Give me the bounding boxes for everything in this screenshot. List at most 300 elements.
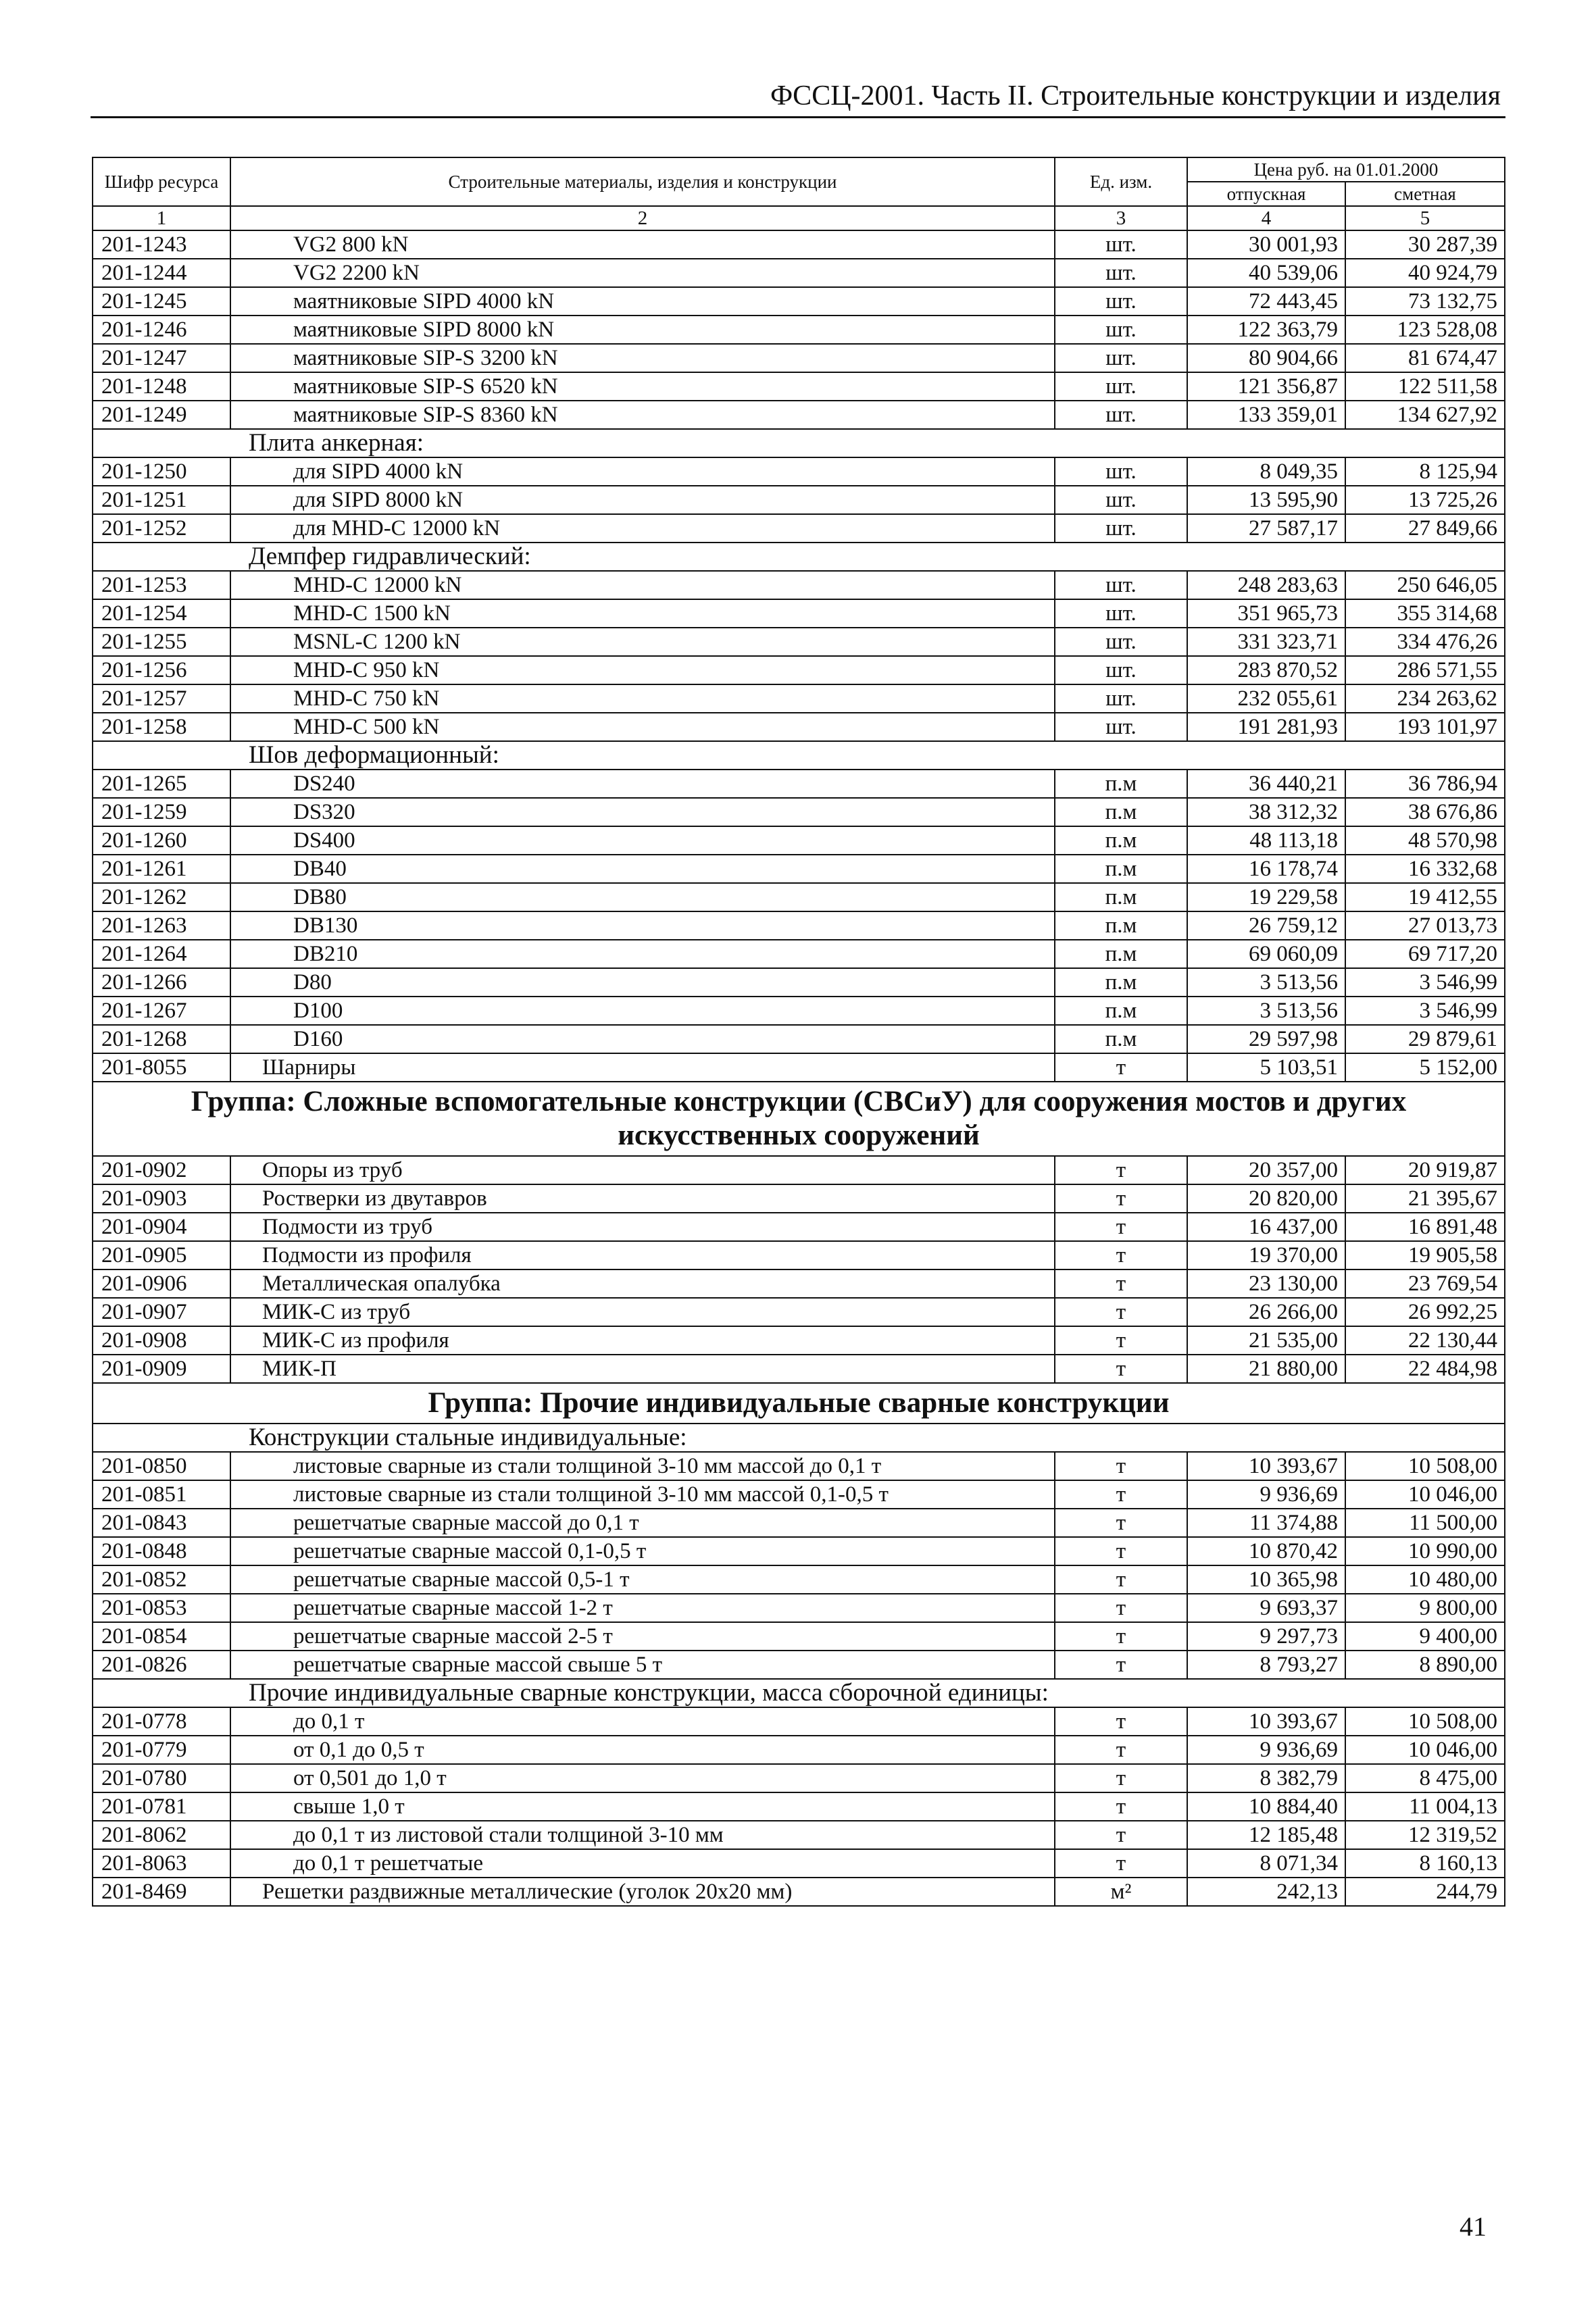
item-name: для SIPD 8000 kN	[230, 486, 1055, 514]
unit-of-measure: п.м	[1055, 855, 1187, 883]
estimate-price: 48 570,98	[1345, 826, 1505, 855]
release-price: 351 965,73	[1187, 599, 1345, 628]
unit-of-measure: т	[1055, 1707, 1187, 1736]
group-heading-row	[93, 1383, 1505, 1424]
page-header-title: ФССЦ-2001. Часть II. Строительные конструкции и изделия	[770, 80, 1501, 111]
estimate-price: 81 674,47	[1345, 344, 1505, 372]
release-price: 121 356,87	[1187, 372, 1345, 401]
release-price: 10 393,67	[1187, 1707, 1345, 1736]
estimate-price: 8 890,00	[1345, 1651, 1505, 1679]
table-row	[93, 1213, 1505, 1241]
release-price: 26 266,00	[1187, 1298, 1345, 1326]
release-price: 283 870,52	[1187, 656, 1345, 684]
item-name: решетчатые сварные массой свыше 5 т	[230, 1651, 1055, 1679]
estimate-price: 10 480,00	[1345, 1565, 1505, 1594]
unit-of-measure: шт.	[1055, 571, 1187, 599]
estimate-price: 234 263,62	[1345, 684, 1505, 713]
estimate-price: 23 769,54	[1345, 1269, 1505, 1298]
release-price: 8 382,79	[1187, 1764, 1345, 1792]
item-name: MHD-C 950 kN	[230, 656, 1055, 684]
table-row	[93, 1849, 1505, 1878]
resource-code: 201-1253	[93, 571, 230, 599]
estimate-price: 10 046,00	[1345, 1736, 1505, 1764]
table-row	[93, 1594, 1505, 1622]
subsection-label: Плита анкерная:	[93, 429, 1505, 457]
release-price: 9 936,69	[1187, 1480, 1345, 1509]
release-price: 20 357,00	[1187, 1156, 1345, 1184]
estimate-price: 40 924,79	[1345, 259, 1505, 287]
header-price: Цена руб. на 01.01.2000	[1187, 157, 1505, 182]
resource-code: 201-1251	[93, 486, 230, 514]
release-price: 23 130,00	[1187, 1269, 1345, 1298]
resource-code: 201-1262	[93, 883, 230, 911]
item-name: DS320	[230, 798, 1055, 826]
unit-of-measure: шт.	[1055, 599, 1187, 628]
item-name: для MHD-C 12000 kN	[230, 514, 1055, 543]
resource-code: 201-1254	[93, 599, 230, 628]
table-row	[93, 1537, 1505, 1565]
resource-code: 201-1255	[93, 628, 230, 656]
resource-code: 201-1247	[93, 344, 230, 372]
resource-code: 201-0904	[93, 1213, 230, 1241]
unit-of-measure: шт.	[1055, 713, 1187, 741]
table-row	[93, 1452, 1505, 1480]
table-row	[93, 1241, 1505, 1269]
estimate-price: 8 125,94	[1345, 457, 1505, 486]
unit-of-measure: т	[1055, 1480, 1187, 1509]
subsection-row	[93, 543, 1505, 571]
release-price: 10 884,40	[1187, 1792, 1345, 1821]
item-name: VG2 2200 kN	[230, 259, 1055, 287]
release-price: 19 370,00	[1187, 1241, 1345, 1269]
item-name: Опоры из труб	[230, 1156, 1055, 1184]
unit-of-measure: т	[1055, 1298, 1187, 1326]
release-price: 5 103,51	[1187, 1053, 1345, 1082]
estimate-price: 12 319,52	[1345, 1821, 1505, 1849]
unit-of-measure: шт.	[1055, 514, 1187, 543]
release-price: 36 440,21	[1187, 770, 1345, 798]
item-name: до 0,1 т из листовой стали толщиной 3-10 мм	[230, 1821, 1055, 1849]
estimate-price: 123 528,08	[1345, 316, 1505, 344]
item-name: Подмости из профиля	[230, 1241, 1055, 1269]
release-price: 9 297,73	[1187, 1622, 1345, 1651]
table-row	[93, 259, 1505, 287]
estimate-price: 22 130,44	[1345, 1326, 1505, 1355]
estimate-price: 10 508,00	[1345, 1452, 1505, 1480]
column-number: 3	[1055, 206, 1187, 230]
item-name: MSNL-C 1200 kN	[230, 628, 1055, 656]
release-price: 26 759,12	[1187, 911, 1345, 940]
table-row	[93, 1878, 1505, 1906]
estimate-price: 244,79	[1345, 1878, 1505, 1906]
subsection-label: Прочие индивидуальные сварные конструкции, масса сборочной единицы:	[93, 1679, 1505, 1707]
estimate-price: 9 400,00	[1345, 1622, 1505, 1651]
release-price: 248 283,63	[1187, 571, 1345, 599]
table-row	[93, 1736, 1505, 1764]
unit-of-measure: м²	[1055, 1878, 1187, 1906]
release-price: 8 793,27	[1187, 1651, 1345, 1679]
table-row	[93, 1565, 1505, 1594]
table-row	[93, 1053, 1505, 1082]
resource-code: 201-1265	[93, 770, 230, 798]
item-name: MHD-C 1500 kN	[230, 599, 1055, 628]
item-name: от 0,501 до 1,0 т	[230, 1764, 1055, 1792]
release-price: 40 539,06	[1187, 259, 1345, 287]
item-name: D100	[230, 997, 1055, 1025]
price-table	[92, 157, 1505, 1907]
release-price: 80 904,66	[1187, 344, 1345, 372]
item-name: до 0,1 т решетчатые	[230, 1849, 1055, 1878]
release-price: 16 437,00	[1187, 1213, 1345, 1241]
unit-of-measure: шт.	[1055, 344, 1187, 372]
subsection-row	[93, 1424, 1505, 1452]
resource-code: 201-8469	[93, 1878, 230, 1906]
table-row	[93, 316, 1505, 344]
release-price: 11 374,88	[1187, 1509, 1345, 1537]
item-name: MHD-C 500 kN	[230, 713, 1055, 741]
table-row	[93, 968, 1505, 997]
unit-of-measure: шт.	[1055, 259, 1187, 287]
resource-code: 201-0779	[93, 1736, 230, 1764]
table-row	[93, 1821, 1505, 1849]
item-name: маятниковые SIP-S 3200 kN	[230, 344, 1055, 372]
estimate-price: 8 160,13	[1345, 1849, 1505, 1878]
item-name: DB80	[230, 883, 1055, 911]
resource-code: 201-0848	[93, 1537, 230, 1565]
item-name: листовые сварные из стали толщиной 3-10 мм массой 0,1-0,5 т	[230, 1480, 1055, 1509]
item-name: Подмости из труб	[230, 1213, 1055, 1241]
unit-of-measure: т	[1055, 1537, 1187, 1565]
table-header-row	[93, 157, 1505, 182]
unit-of-measure: п.м	[1055, 798, 1187, 826]
subsection-label: Демпфер гидравлический:	[93, 543, 1505, 571]
resource-code: 201-1245	[93, 287, 230, 316]
item-name: DS400	[230, 826, 1055, 855]
release-price: 10 365,98	[1187, 1565, 1345, 1594]
item-name: Шарниры	[230, 1053, 1055, 1082]
estimate-price: 19 905,58	[1345, 1241, 1505, 1269]
release-price: 30 001,93	[1187, 230, 1345, 259]
resource-code: 201-0852	[93, 1565, 230, 1594]
estimate-price: 36 786,94	[1345, 770, 1505, 798]
table-row	[93, 344, 1505, 372]
estimate-price: 29 879,61	[1345, 1025, 1505, 1053]
unit-of-measure: шт.	[1055, 230, 1187, 259]
item-name: DB40	[230, 855, 1055, 883]
release-price: 9 693,37	[1187, 1594, 1345, 1622]
release-price: 10 393,67	[1187, 1452, 1345, 1480]
item-name: Решетки раздвижные металлические (уголок 20х20 мм)	[230, 1878, 1055, 1906]
resource-code: 201-1260	[93, 826, 230, 855]
estimate-price: 5 152,00	[1345, 1053, 1505, 1082]
estimate-price: 3 546,99	[1345, 997, 1505, 1025]
unit-of-measure: т	[1055, 1053, 1187, 1082]
resource-code: 201-0780	[93, 1764, 230, 1792]
item-name: решетчатые сварные массой 2-5 т	[230, 1622, 1055, 1651]
unit-of-measure: п.м	[1055, 997, 1187, 1025]
estimate-price: 9 800,00	[1345, 1594, 1505, 1622]
estimate-price: 22 484,98	[1345, 1355, 1505, 1383]
resource-code: 201-0907	[93, 1298, 230, 1326]
unit-of-measure: п.м	[1055, 911, 1187, 940]
column-number: 1	[93, 206, 230, 230]
unit-of-measure: т	[1055, 1651, 1187, 1679]
estimate-price: 193 101,97	[1345, 713, 1505, 741]
release-price: 8 049,35	[1187, 457, 1345, 486]
resource-code: 201-1256	[93, 656, 230, 684]
release-price: 10 870,42	[1187, 1537, 1345, 1565]
unit-of-measure: т	[1055, 1326, 1187, 1355]
release-price: 13 595,90	[1187, 486, 1345, 514]
table-row	[93, 372, 1505, 401]
unit-of-measure: т	[1055, 1792, 1187, 1821]
resource-code: 201-0781	[93, 1792, 230, 1821]
resource-code: 201-1252	[93, 514, 230, 543]
unit-of-measure: шт.	[1055, 656, 1187, 684]
item-name: VG2 800 kN	[230, 230, 1055, 259]
item-name: DB130	[230, 911, 1055, 940]
item-name: листовые сварные из стали толщиной 3-10 мм массой до 0,1 т	[230, 1452, 1055, 1480]
release-price: 331 323,71	[1187, 628, 1345, 656]
resource-code: 201-0853	[93, 1594, 230, 1622]
column-number: 4	[1187, 206, 1345, 230]
release-price: 12 185,48	[1187, 1821, 1345, 1849]
estimate-price: 19 412,55	[1345, 883, 1505, 911]
table-row	[93, 770, 1505, 798]
resource-code: 201-1264	[93, 940, 230, 968]
unit-of-measure: т	[1055, 1509, 1187, 1537]
unit-of-measure: шт.	[1055, 628, 1187, 656]
unit-of-measure: шт.	[1055, 401, 1187, 429]
estimate-price: 134 627,92	[1345, 401, 1505, 429]
resource-code: 201-8062	[93, 1821, 230, 1849]
item-name: маятниковые SIPD 4000 kN	[230, 287, 1055, 316]
group-heading: Группа: Прочие индивидуальные сварные конструкции	[93, 1383, 1505, 1424]
resource-code: 201-1268	[93, 1025, 230, 1053]
unit-of-measure: п.м	[1055, 883, 1187, 911]
release-price: 3 513,56	[1187, 968, 1345, 997]
unit-of-measure: т	[1055, 1184, 1187, 1213]
release-price: 27 587,17	[1187, 514, 1345, 543]
resource-code: 201-8063	[93, 1849, 230, 1878]
release-price: 20 820,00	[1187, 1184, 1345, 1213]
release-price: 133 359,01	[1187, 401, 1345, 429]
table-row	[93, 1764, 1505, 1792]
item-name: от 0,1 до 0,5 т	[230, 1736, 1055, 1764]
subsection-row	[93, 429, 1505, 457]
table-row	[93, 713, 1505, 741]
release-price: 242,13	[1187, 1878, 1345, 1906]
header-unit: Ед. изм.	[1055, 157, 1187, 206]
release-price: 16 178,74	[1187, 855, 1345, 883]
item-name: до 0,1 т	[230, 1707, 1055, 1736]
estimate-price: 73 132,75	[1345, 287, 1505, 316]
item-name: МИК-С из профиля	[230, 1326, 1055, 1355]
estimate-price: 122 511,58	[1345, 372, 1505, 401]
resource-code: 201-0843	[93, 1509, 230, 1537]
table-row	[93, 1707, 1505, 1736]
table-row	[93, 1326, 1505, 1355]
resource-code: 201-1246	[93, 316, 230, 344]
column-number: 2	[230, 206, 1055, 230]
release-price: 21 535,00	[1187, 1326, 1345, 1355]
resource-code: 201-1250	[93, 457, 230, 486]
header-estimate-price: сметная	[1345, 182, 1505, 206]
item-name: MHD-C 12000 kN	[230, 571, 1055, 599]
estimate-price: 38 676,86	[1345, 798, 1505, 826]
item-name: Металлическая опалубка	[230, 1269, 1055, 1298]
item-name: МИК-С из труб	[230, 1298, 1055, 1326]
resource-code: 201-1243	[93, 230, 230, 259]
resource-code: 201-0778	[93, 1707, 230, 1736]
estimate-price: 11 500,00	[1345, 1509, 1505, 1537]
estimate-price: 27 849,66	[1345, 514, 1505, 543]
resource-code: 201-1248	[93, 372, 230, 401]
item-name: маятниковые SIP-S 6520 kN	[230, 372, 1055, 401]
table-row	[93, 287, 1505, 316]
table-row	[93, 1184, 1505, 1213]
estimate-price: 10 508,00	[1345, 1707, 1505, 1736]
item-name: МИК-П	[230, 1355, 1055, 1383]
table-row	[93, 826, 1505, 855]
column-number: 5	[1345, 206, 1505, 230]
release-price: 9 936,69	[1187, 1736, 1345, 1764]
table-row	[93, 571, 1505, 599]
unit-of-measure: т	[1055, 1565, 1187, 1594]
unit-of-measure: т	[1055, 1269, 1187, 1298]
item-name: Ростверки из двутавров	[230, 1184, 1055, 1213]
estimate-price: 10 046,00	[1345, 1480, 1505, 1509]
unit-of-measure: т	[1055, 1594, 1187, 1622]
unit-of-measure: п.м	[1055, 770, 1187, 798]
release-price: 3 513,56	[1187, 997, 1345, 1025]
resource-code: 201-1244	[93, 259, 230, 287]
estimate-price: 250 646,05	[1345, 571, 1505, 599]
estimate-price: 334 476,26	[1345, 628, 1505, 656]
release-price: 29 597,98	[1187, 1025, 1345, 1053]
release-price: 232 055,61	[1187, 684, 1345, 713]
item-name: решетчатые сварные массой 1-2 т	[230, 1594, 1055, 1622]
table-row	[93, 230, 1505, 259]
unit-of-measure: т	[1055, 1849, 1187, 1878]
header-rule	[91, 116, 1505, 118]
estimate-price: 21 395,67	[1345, 1184, 1505, 1213]
resource-code: 201-1259	[93, 798, 230, 826]
release-price: 21 880,00	[1187, 1355, 1345, 1383]
item-name: решетчатые сварные массой до 0,1 т	[230, 1509, 1055, 1537]
table-row	[93, 940, 1505, 968]
item-name: свыше 1,0 т	[230, 1792, 1055, 1821]
release-price: 122 363,79	[1187, 316, 1345, 344]
item-name: DB210	[230, 940, 1055, 968]
item-name: MHD-C 750 kN	[230, 684, 1055, 713]
unit-of-measure: т	[1055, 1764, 1187, 1792]
table-row	[93, 1651, 1505, 1679]
page-number: 41	[1460, 2211, 1487, 2242]
unit-of-measure: т	[1055, 1821, 1187, 1849]
resource-code: 201-0902	[93, 1156, 230, 1184]
resource-code: 201-0854	[93, 1622, 230, 1651]
unit-of-measure: п.м	[1055, 968, 1187, 997]
subsection-row	[93, 741, 1505, 770]
unit-of-measure: т	[1055, 1156, 1187, 1184]
resource-code: 201-0826	[93, 1651, 230, 1679]
resource-code: 201-1249	[93, 401, 230, 429]
estimate-price: 3 546,99	[1345, 968, 1505, 997]
item-name: D160	[230, 1025, 1055, 1053]
table-row	[93, 1025, 1505, 1053]
table-row	[93, 1355, 1505, 1383]
resource-code: 201-0851	[93, 1480, 230, 1509]
table-row	[93, 1792, 1505, 1821]
resource-code: 201-1263	[93, 911, 230, 940]
item-name: D80	[230, 968, 1055, 997]
release-price: 19 229,58	[1187, 883, 1345, 911]
price-table-body	[93, 157, 1505, 1906]
estimate-price: 8 475,00	[1345, 1764, 1505, 1792]
unit-of-measure: п.м	[1055, 940, 1187, 968]
release-price: 8 071,34	[1187, 1849, 1345, 1878]
resource-code: 201-1258	[93, 713, 230, 741]
item-name: DS240	[230, 770, 1055, 798]
table-row	[93, 855, 1505, 883]
table-row	[93, 1269, 1505, 1298]
group-heading: Группа: Сложные вспомогательные конструкции (СВСиУ) для сооружения мостов и других искусственных сооружений	[93, 1082, 1505, 1156]
group-heading-row	[93, 1082, 1505, 1156]
unit-of-measure: шт.	[1055, 486, 1187, 514]
header-name: Строительные материалы, изделия и конструкции	[230, 157, 1055, 206]
table-row	[93, 1509, 1505, 1537]
resource-code: 201-0906	[93, 1269, 230, 1298]
estimate-price: 69 717,20	[1345, 940, 1505, 968]
estimate-price: 355 314,68	[1345, 599, 1505, 628]
subsection-label: Шов деформационный:	[93, 741, 1505, 770]
estimate-price: 27 013,73	[1345, 911, 1505, 940]
table-row	[93, 1156, 1505, 1184]
unit-of-measure: шт.	[1055, 316, 1187, 344]
resource-code: 201-1257	[93, 684, 230, 713]
unit-of-measure: шт.	[1055, 457, 1187, 486]
unit-of-measure: т	[1055, 1452, 1187, 1480]
resource-code: 201-0905	[93, 1241, 230, 1269]
estimate-price: 286 571,55	[1345, 656, 1505, 684]
release-price: 72 443,45	[1187, 287, 1345, 316]
release-price: 48 113,18	[1187, 826, 1345, 855]
table-row	[93, 486, 1505, 514]
table-row	[93, 1480, 1505, 1509]
estimate-price: 11 004,13	[1345, 1792, 1505, 1821]
subsection-row	[93, 1679, 1505, 1707]
table-row	[93, 401, 1505, 429]
resource-code: 201-0908	[93, 1326, 230, 1355]
table-row	[93, 514, 1505, 543]
estimate-price: 26 992,25	[1345, 1298, 1505, 1326]
resource-code: 201-1261	[93, 855, 230, 883]
table-row	[93, 883, 1505, 911]
unit-of-measure: шт.	[1055, 684, 1187, 713]
item-name: маятниковые SIPD 8000 kN	[230, 316, 1055, 344]
table-row	[93, 997, 1505, 1025]
item-name: для SIPD 4000 kN	[230, 457, 1055, 486]
resource-code: 201-0903	[93, 1184, 230, 1213]
item-name: решетчатые сварные массой 0,5-1 т	[230, 1565, 1055, 1594]
release-price: 191 281,93	[1187, 713, 1345, 741]
release-price: 38 312,32	[1187, 798, 1345, 826]
estimate-price: 13 725,26	[1345, 486, 1505, 514]
header-code: Шифр ресурса	[93, 157, 230, 206]
resource-code: 201-1266	[93, 968, 230, 997]
table-row	[93, 684, 1505, 713]
